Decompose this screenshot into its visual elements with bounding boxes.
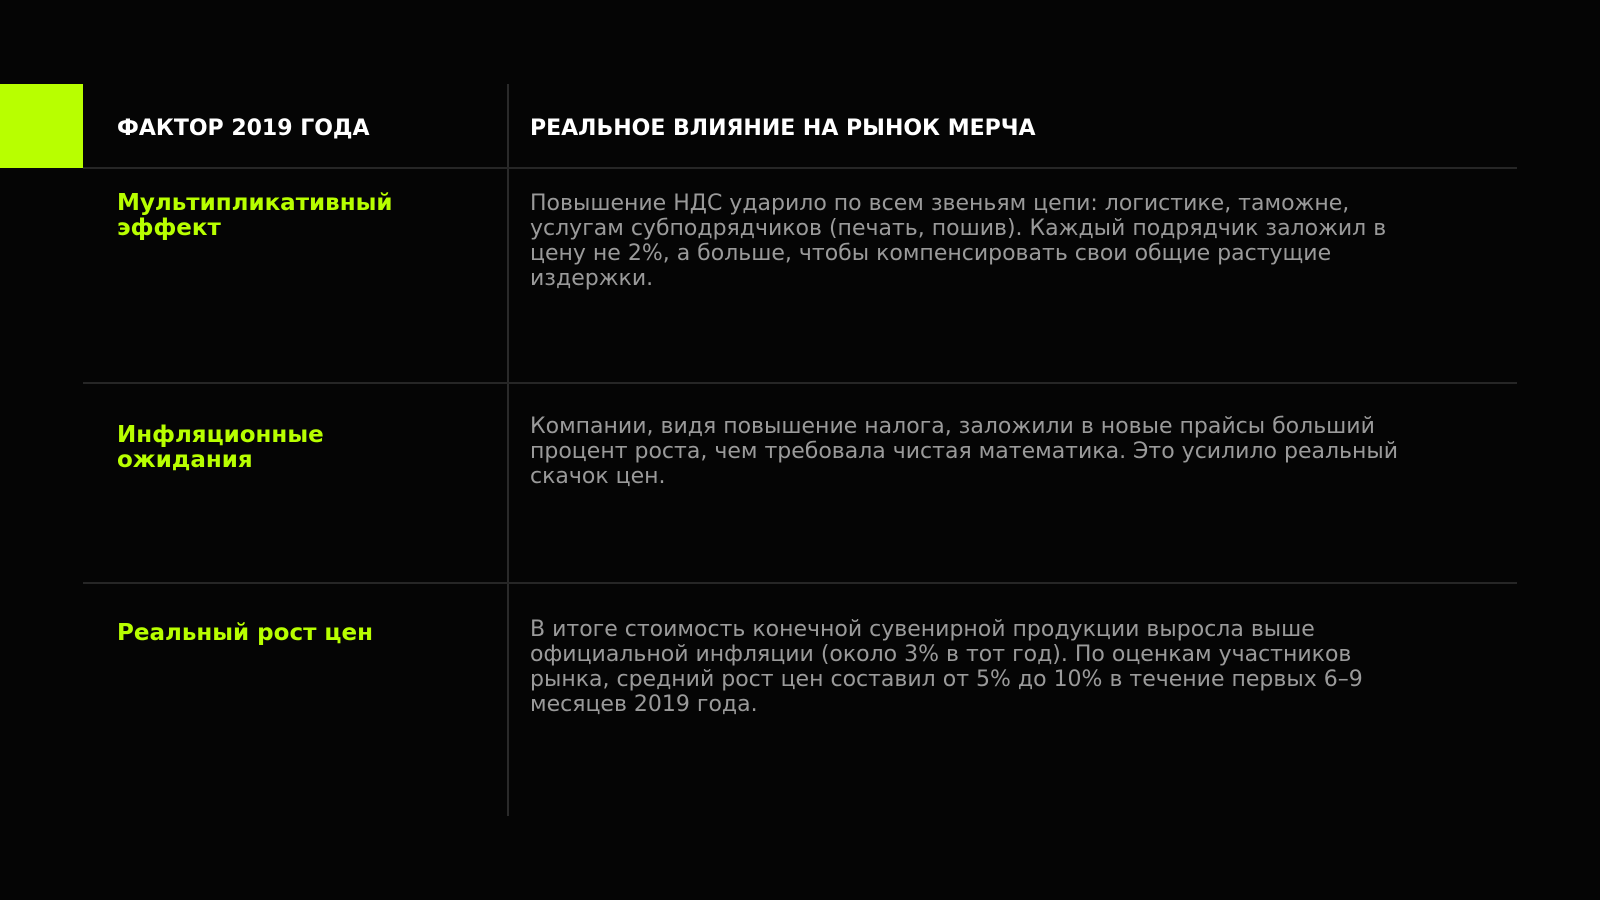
column-divider — [507, 84, 509, 816]
impact-text: В итоге стоимость конечной сувенирной продукции выросла выше официальной инфляции (около 3% в тот год). По оценкам участников рынка, средний рост цен составил от 5% до 10% в течение первых 6–9 месяцев 2019 года. — [530, 617, 1363, 717]
factor-label: Инфляционные ожидания — [117, 422, 324, 473]
row-divider — [83, 382, 1517, 384]
factor-label: Мультипликативный эффект — [117, 190, 393, 241]
factor-label: Реальный рост цен — [117, 620, 373, 646]
header-impact: РЕАЛЬНОЕ ВЛИЯНИЕ НА РЫНОК МЕРЧА — [530, 116, 1036, 141]
impact-text: Повышение НДС ударило по всем звеньям цепи: логистике, таможне, услугам субподрядчиков (печать, пошив). Каждый подрядчик заложил в цену не 2%, а больше, чтобы компенсировать свои общие растущие издержки. — [530, 191, 1387, 291]
header-divider — [83, 167, 1517, 169]
impact-text: Компании, видя повышение налога, заложили в новые прайсы больший процент роста, чем требовала чистая математика. Это усилило реальный скачок цен. — [530, 414, 1399, 489]
accent-block — [0, 84, 83, 168]
row-divider — [83, 582, 1517, 584]
header-factor: ФАКТОР 2019 ГОДА — [117, 116, 370, 141]
